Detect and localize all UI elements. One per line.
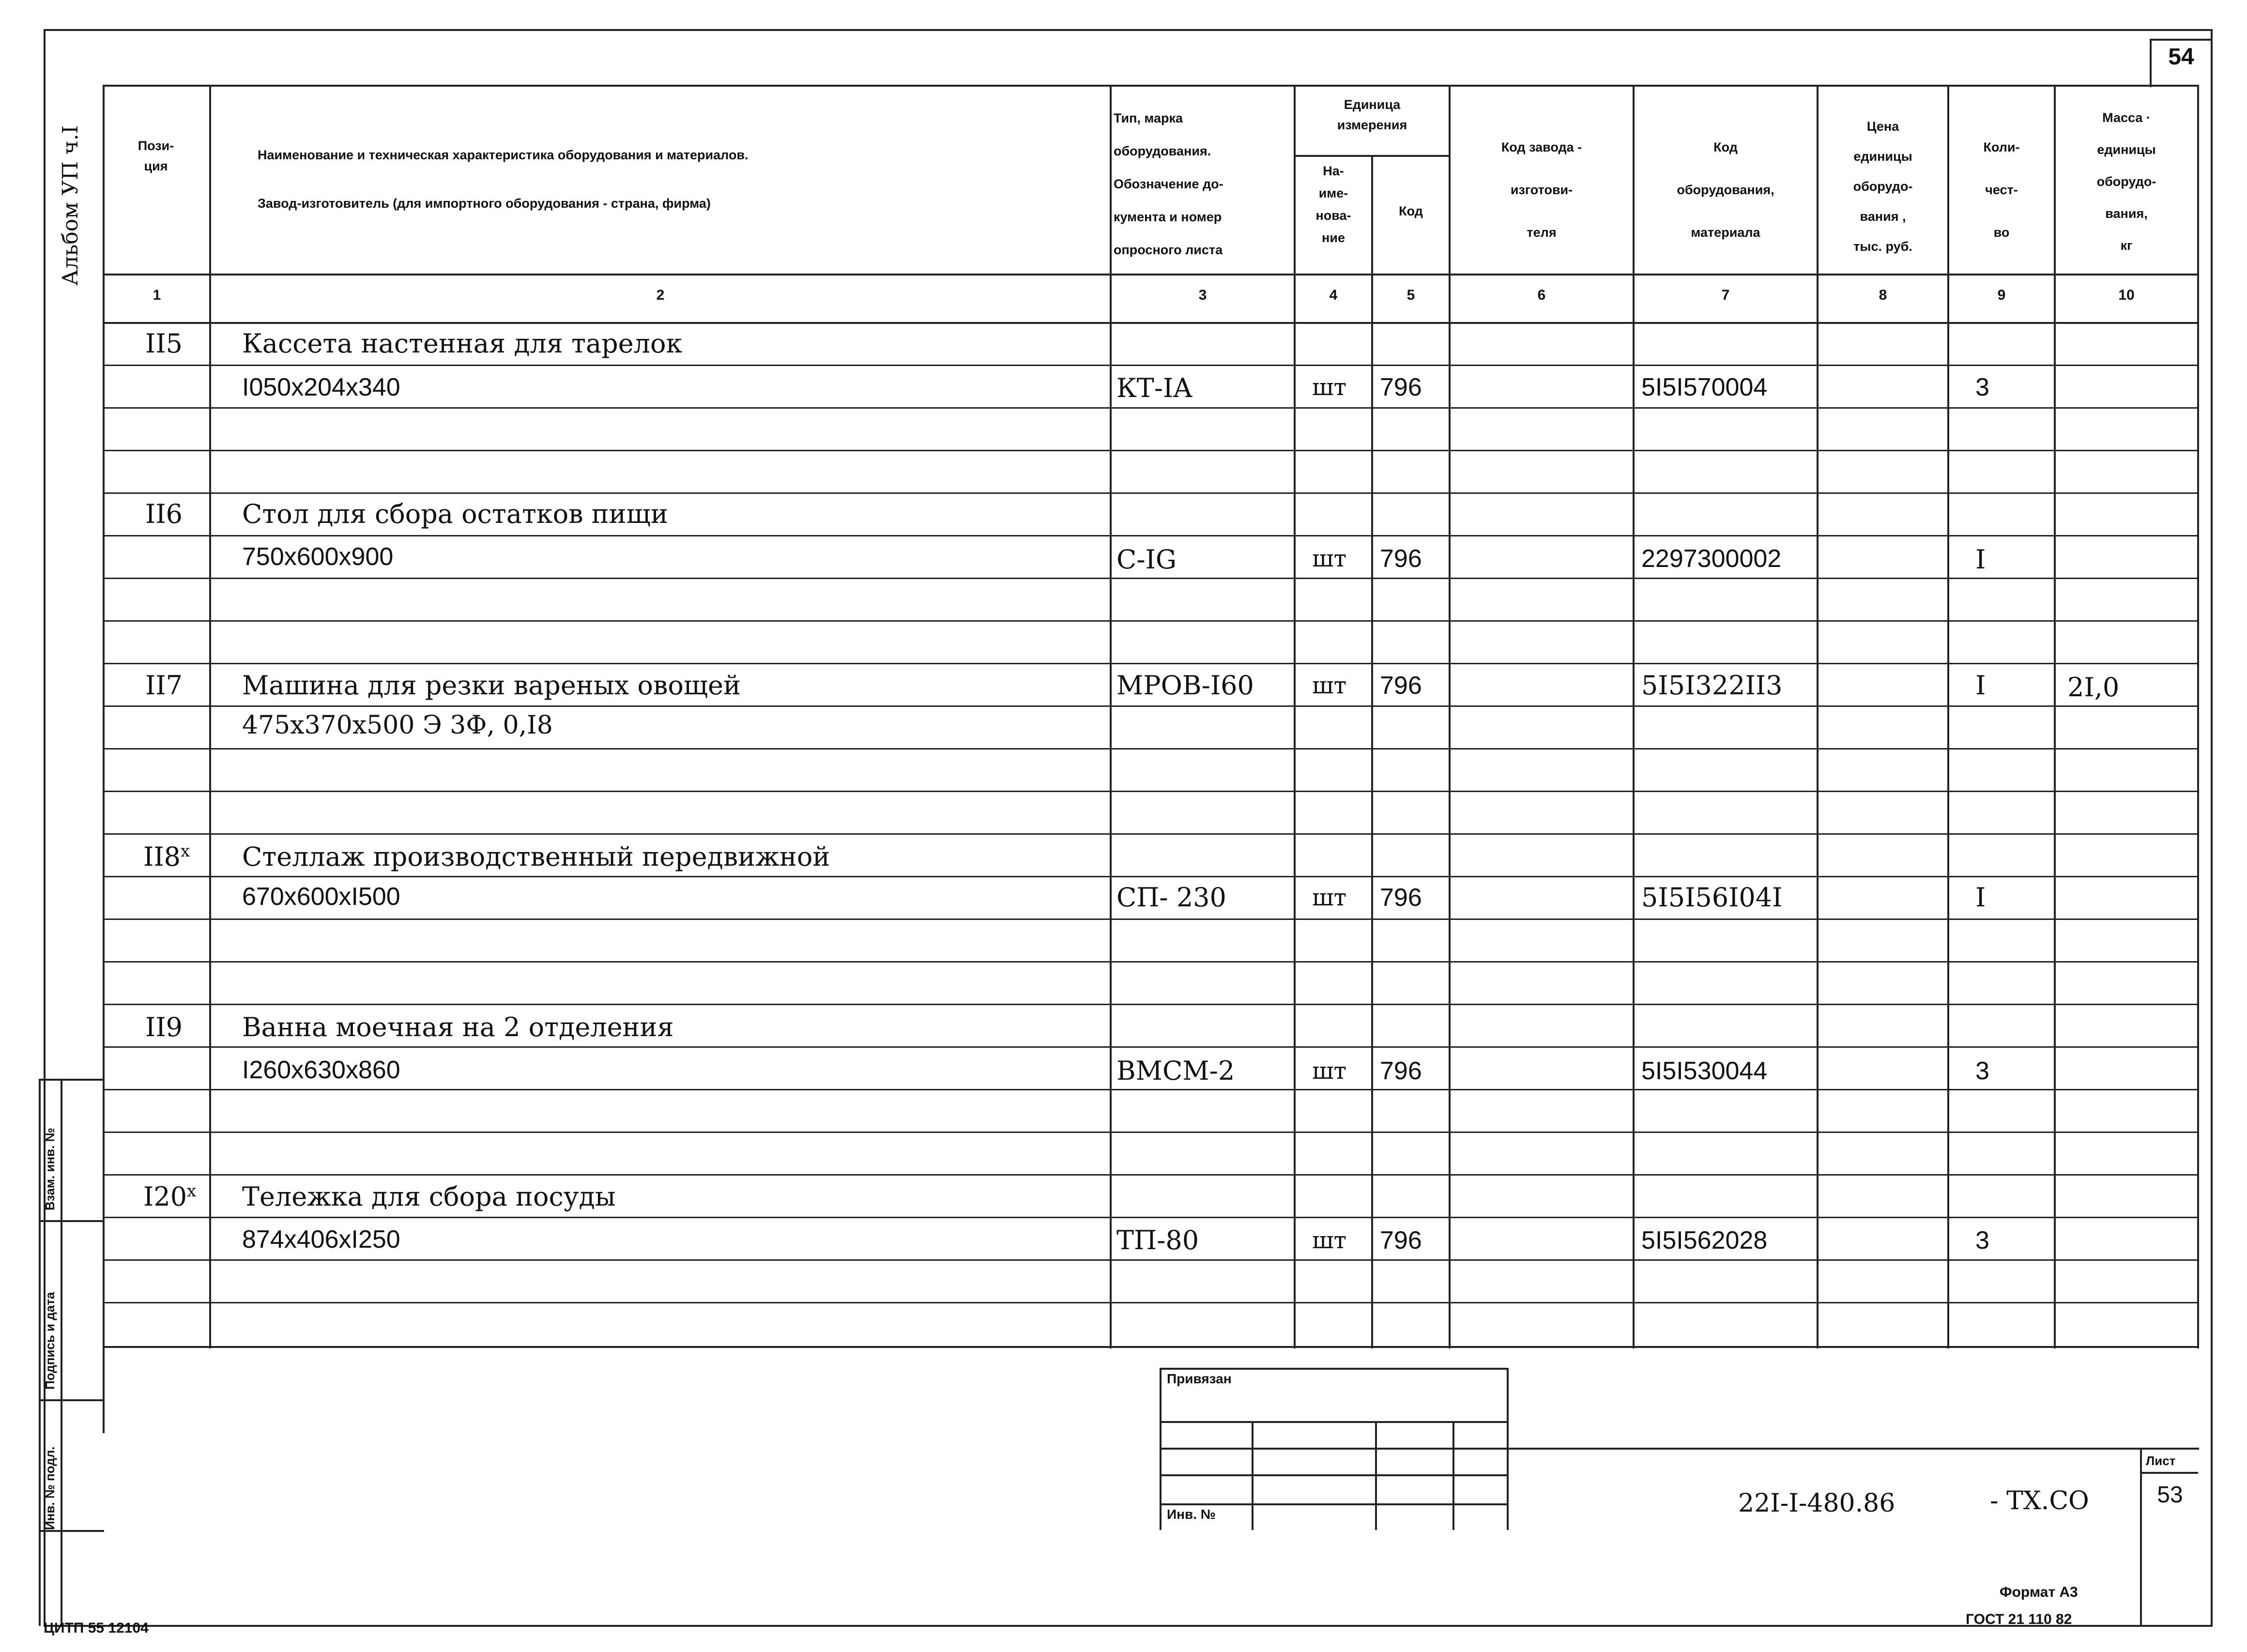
row-equipment-code: 5I5I570004 xyxy=(1641,373,1768,401)
row-name: Стеллаж производственный передвижной xyxy=(242,841,830,872)
row-dims: 670x600xI500 xyxy=(242,883,400,911)
col-number: 8 xyxy=(1879,287,1887,303)
album-label: Альбом УП ч.I xyxy=(58,125,83,286)
col-number: 5 xyxy=(1406,287,1415,303)
row-quantity: I xyxy=(1975,544,1986,575)
row-type: КТ-IA xyxy=(1116,373,1192,403)
row-unit: шт xyxy=(1312,1057,1347,1085)
row-name: Стол для сбора остатков пищи xyxy=(242,499,668,529)
row-mass: 2I,0 xyxy=(2067,672,2120,703)
row-quantity: I xyxy=(1975,882,1986,913)
row-equipment-code: 5I5I56I04I xyxy=(1641,882,1783,913)
col-number: 3 xyxy=(1198,287,1207,303)
row-position: II5 xyxy=(145,328,183,359)
row-type: МРОВ-I60 xyxy=(1116,670,1254,701)
row-name: Кассета настенная для тарелок xyxy=(242,328,683,359)
row-position: I20$^x$ xyxy=(143,1181,197,1212)
row-name: Машина для резки вареных овощей xyxy=(242,670,741,701)
row-type: С-IG xyxy=(1116,544,1177,575)
row-type: ТП-80 xyxy=(1116,1225,1199,1255)
header-position: Пози- ция xyxy=(138,138,174,173)
col-number: 10 xyxy=(2118,287,2135,303)
top-sheet-number: 54 xyxy=(2168,44,2194,70)
row-unit-code: 796 xyxy=(1380,1057,1422,1085)
row-unit: шт xyxy=(1312,1227,1347,1254)
col-number: 4 xyxy=(1329,287,1338,303)
side-stamp-podpis: Подпись и дата xyxy=(43,1292,57,1390)
header-unit: Единица измерения xyxy=(1337,97,1407,132)
row-unit: шт xyxy=(1312,374,1347,401)
row-unit: шт xyxy=(1312,545,1347,572)
header-type: Тип, марка оборудования. Обозначение до- кумента и номер опросного листа xyxy=(1114,111,1223,257)
side-stamp-inv-podl: Инв. № подл. xyxy=(43,1446,57,1530)
row-type: ВМСМ-2 xyxy=(1116,1055,1235,1086)
col-number: 9 xyxy=(1997,287,2006,303)
row-type: СП- 230 xyxy=(1116,882,1226,913)
row-name: Тележка для сбора посуды xyxy=(242,1181,616,1212)
row-equipment-code: 2297300002 xyxy=(1641,545,1782,573)
footer-format: Формат А3 xyxy=(2000,1584,2078,1600)
row-equipment-code: 5I5I322II3 xyxy=(1641,670,1783,701)
row-dims: I050x204x340 xyxy=(242,373,400,401)
row-position: II8$^x$ xyxy=(143,841,190,872)
stamp-privyazan: Привязан xyxy=(1167,1371,1232,1386)
row-name: Ванна моечная на 2 отделения xyxy=(242,1012,674,1042)
row-unit-code: 796 xyxy=(1380,884,1422,912)
col-number: 6 xyxy=(1537,287,1546,303)
stamp-list-number: 53 xyxy=(2157,1482,2183,1508)
row-dims: 750x600x900 xyxy=(242,543,394,571)
row-unit: шт xyxy=(1312,884,1347,911)
row-equipment-code: 5I5I530044 xyxy=(1641,1057,1768,1085)
row-unit: шт xyxy=(1312,672,1347,699)
header-unit-name: На- име- нова- ние xyxy=(1315,164,1351,245)
col-number: 7 xyxy=(1721,287,1730,303)
footer-gost: ГОСТ 21 110 82 xyxy=(1966,1611,2072,1627)
row-dims: 874x406xI250 xyxy=(242,1225,400,1254)
footer-citp: ЦИТП 55 12104 xyxy=(44,1620,149,1636)
doc-code: 22I-I-480.86 xyxy=(1738,1489,1895,1518)
header-quantity: Коли- чест- во xyxy=(1983,140,2020,240)
row-unit-code: 796 xyxy=(1380,1226,1422,1254)
row-position: II6 xyxy=(145,499,183,529)
doc-suffix: - ТХ.СО xyxy=(1990,1486,2089,1515)
row-position: II9 xyxy=(145,1012,183,1042)
header-name: Наименование и техническая характеристика оборудования и материалов. Завод-изготовитель (для импортного оборудования - страна, фирма) xyxy=(258,148,749,211)
side-stamp-vzam: Взам. инв. № xyxy=(43,1128,57,1210)
header-mass: Масса · единицы оборудо- вания, кг xyxy=(2096,110,2156,253)
row-unit-code: 796 xyxy=(1380,545,1422,573)
header-equipment-code: Код оборудования, материала xyxy=(1677,140,1774,240)
row-position: II7 xyxy=(145,670,183,701)
row-quantity: 3 xyxy=(1975,373,1989,401)
row-equipment-code: 5I5I562028 xyxy=(1641,1226,1768,1254)
header-price: Цена единицы оборудо- вания , тыс. руб. xyxy=(1853,119,1913,254)
header-factory-code: Код завода - изготови- теля xyxy=(1501,140,1582,240)
row-quantity: 3 xyxy=(1975,1226,1989,1254)
col-number: 2 xyxy=(656,287,665,303)
row-dims: 475x370x500 Э 3Ф, 0,I8 xyxy=(242,711,553,740)
row-unit-code: 796 xyxy=(1380,672,1422,700)
row-quantity: 3 xyxy=(1975,1057,1989,1085)
row-dims: I260x630x860 xyxy=(242,1056,400,1084)
stamp-list-label: Лист xyxy=(2146,1453,2176,1468)
stamp-inv-no: Инв. № xyxy=(1167,1507,1216,1522)
row-unit-code: 796 xyxy=(1380,373,1422,401)
row-quantity: I xyxy=(1975,670,1986,701)
col-number: 1 xyxy=(153,287,161,303)
header-unit-code: Код xyxy=(1399,204,1423,218)
